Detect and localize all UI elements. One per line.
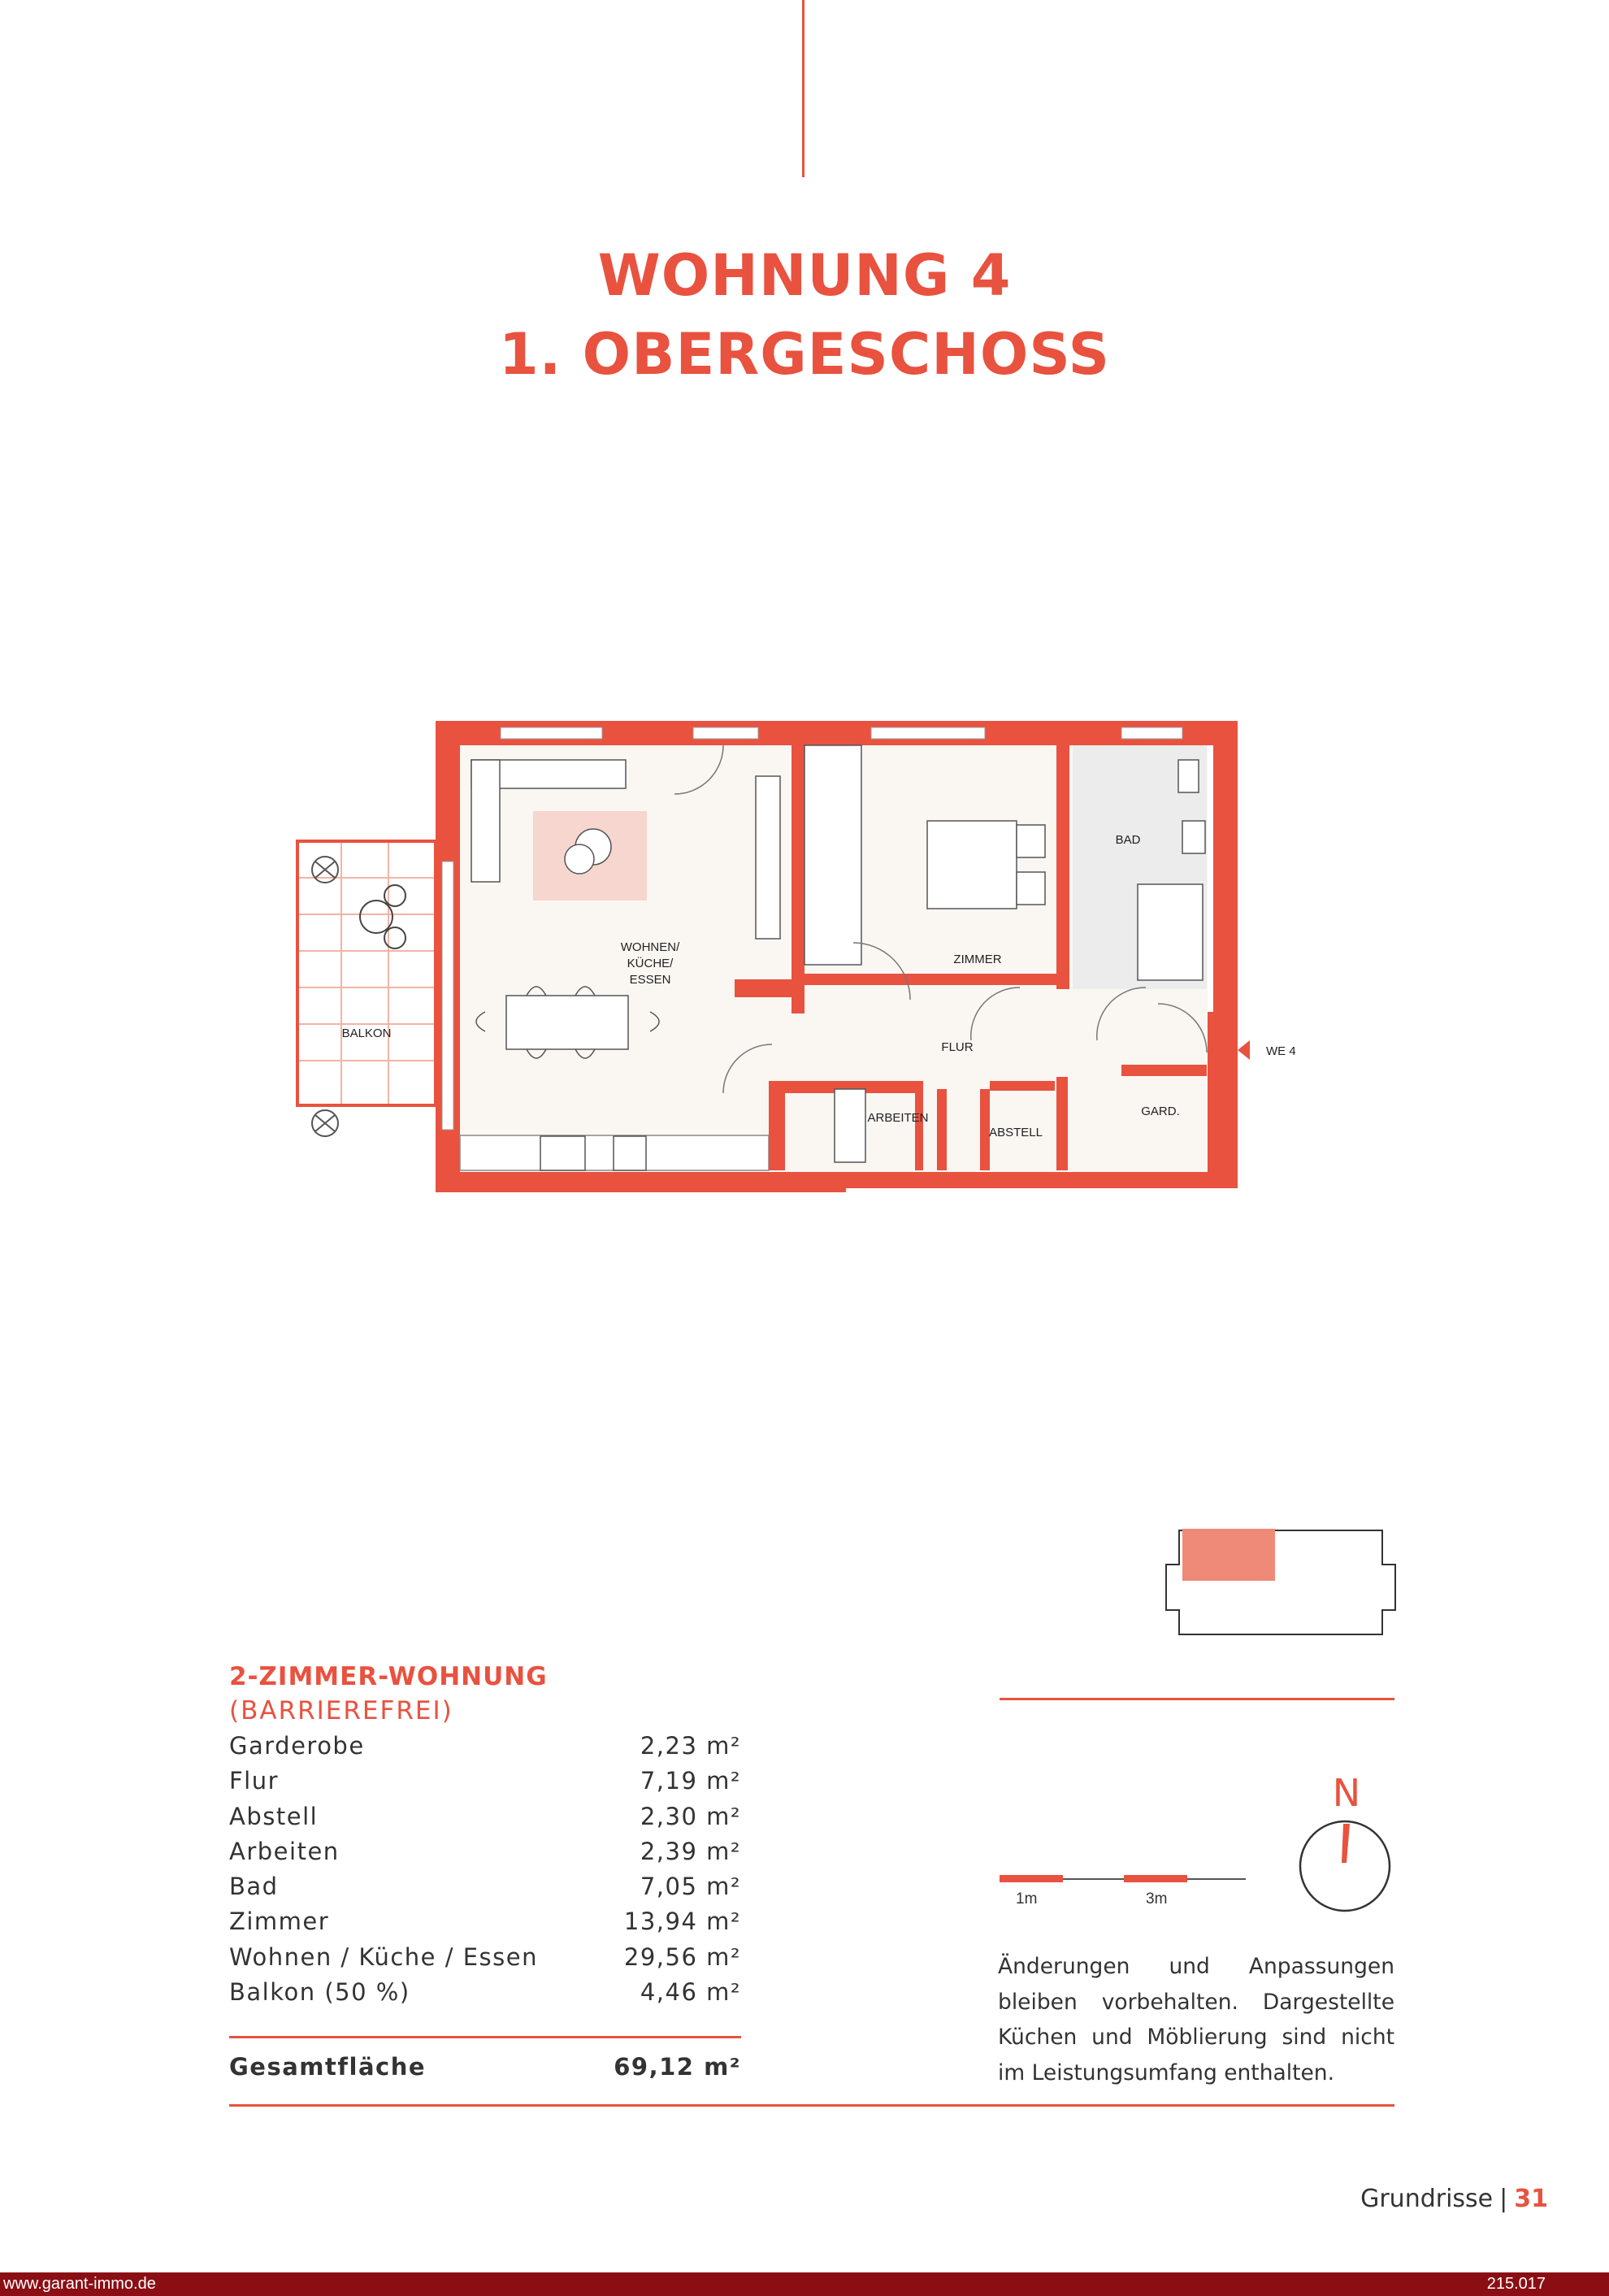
entrance-label: WE 4 <box>1266 1044 1296 1058</box>
scale-bar <box>998 1869 1258 1918</box>
room-label-abstell: ABSTELL <box>989 1126 1043 1139</box>
area-row <box>229 1767 741 1802</box>
balcony <box>297 841 436 1136</box>
room-area: 2,23 m² <box>640 1732 741 1760</box>
bottom-strip <box>0 2272 1609 2296</box>
disclaimer: Änderungen und Anpassungen bleiben vorbehalten. Dargestellte Küchen und Möblierung sind nicht im Leistungsumfang enthalten. <box>998 1954 1394 2085</box>
room-label-flur: FLUR <box>941 1040 974 1054</box>
room-area: 13,94 m² <box>623 1908 741 1936</box>
table-divider <box>229 2036 741 2038</box>
area-row <box>229 1978 741 2013</box>
area-row <box>229 1943 741 1978</box>
total-area: 69,12 m² <box>614 2053 741 2081</box>
page-title-line1: WOHNUNG 4 <box>597 242 1012 309</box>
room-label-wohnen-1: WOHNEN/ <box>620 940 680 954</box>
room-name: Arbeiten <box>229 1837 340 1865</box>
area-row <box>229 1873 741 1908</box>
area-row <box>229 1838 741 1873</box>
room-name: Flur <box>229 1767 280 1795</box>
floor-plan <box>293 715 1296 1219</box>
room-name: Wohnen / Küche / Essen <box>229 1942 538 1971</box>
room-label-balkon: BALKON <box>341 1026 392 1040</box>
bottom-divider <box>229 2104 1394 2107</box>
footer-separator: | <box>1499 2185 1508 2213</box>
unit-subtitle: (BARRIEREFREI) <box>229 1696 453 1725</box>
site-url: www.garant-immo.de <box>3 2275 156 2293</box>
room-label-wohnen-3: ESSEN <box>629 973 671 987</box>
room-name: Abstell <box>229 1802 319 1830</box>
compass <box>1292 1772 1398 1918</box>
area-row <box>229 1803 741 1838</box>
room-area: 7,19 m² <box>640 1767 741 1795</box>
room-area: 2,30 m² <box>640 1802 741 1830</box>
key-plan-unit-highlight <box>1182 1529 1275 1581</box>
scale-label-3m: 3m <box>1146 1890 1168 1908</box>
scale-label-1m: 1m <box>1016 1890 1038 1908</box>
total-label: Gesamtfläche <box>229 2053 427 2081</box>
footer-section-title: Grundrisse <box>1360 2185 1494 2213</box>
room-area: 2,39 m² <box>640 1837 741 1865</box>
room-label-arbeiten: ARBEITEN <box>867 1111 929 1125</box>
unit-area-table <box>229 1662 741 2013</box>
right-divider <box>1000 1698 1394 1700</box>
room-area: 7,05 m² <box>640 1873 741 1901</box>
room-label-gard: GARD. <box>1141 1105 1180 1118</box>
footer-page-ref <box>1360 2185 1548 2213</box>
page-number: 31 <box>1514 2185 1548 2213</box>
room-name: Balkon (50 %) <box>229 1978 410 2007</box>
room-name: Bad <box>229 1873 279 1901</box>
page-title-line2: 1. OBERGESCHOSS <box>498 321 1111 388</box>
key-plan <box>1158 1524 1402 1638</box>
unit-title: 2-ZIMMER-WOHNUNG <box>229 1662 548 1691</box>
room-label-bad: BAD <box>1115 833 1141 847</box>
entrance-arrow-icon <box>1238 1040 1250 1060</box>
room-area: 4,46 m² <box>640 1978 741 2007</box>
room-area: 29,56 m² <box>623 1942 741 1971</box>
compass-needle-icon <box>1342 1824 1350 1863</box>
top-rule <box>802 0 804 177</box>
room-label-wohnen-2: KÜCHE/ <box>627 957 674 970</box>
area-row <box>229 1732 741 1767</box>
total-row <box>229 2053 741 2088</box>
area-row <box>229 1908 741 1942</box>
north-label: N <box>1332 1771 1361 1815</box>
room-name: Garderobe <box>229 1732 365 1760</box>
room-label-zimmer: ZIMMER <box>953 953 1002 966</box>
room-name: Zimmer <box>229 1908 330 1936</box>
reference-code: 215.017 <box>1486 2275 1546 2293</box>
